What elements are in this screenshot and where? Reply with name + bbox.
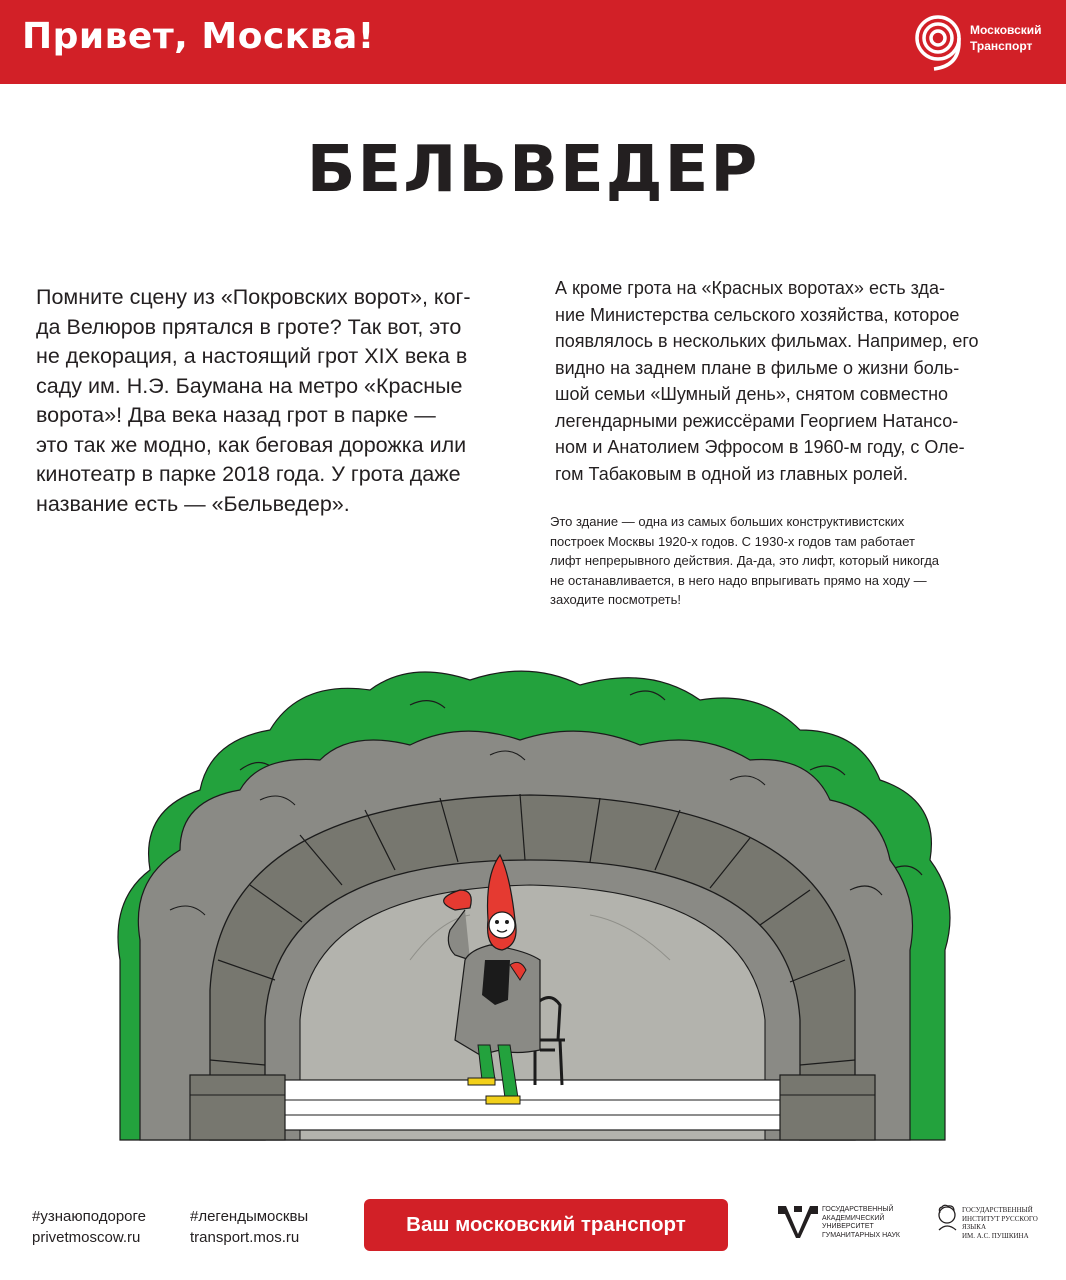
note-line: лифт непрерывного действия. Да-да, это лифт, который никогда [550, 553, 940, 568]
right-line: ние Министерства сельского хозяйства, которое [555, 304, 960, 325]
hashtag-link[interactable]: #узнаюподороге [32, 1208, 146, 1225]
logo-line-1: Московский [970, 23, 1042, 37]
header-bar [0, 0, 1066, 84]
transport-ring-icon [914, 14, 966, 72]
left-line: это так же модно, как беговая дорожка или [36, 432, 467, 457]
logo-line-2: Транспорт [970, 39, 1033, 53]
brand-title: Привет, Москва! [22, 16, 375, 57]
note-line: построек Москвы 1920-х годов. С 1930-х годов там работает [550, 533, 915, 549]
university-emblem-icon [778, 1204, 818, 1238]
site-link[interactable]: transport.mos.ru [190, 1229, 300, 1246]
university-line: УНИВЕРСИТЕТ [822, 1223, 874, 1230]
university-line: ГОСУДАРСТВЕННЫЙ [822, 1206, 894, 1213]
moscow-transport-logo[interactable] [914, 14, 1054, 72]
note-line: заходите посмотреть! [550, 592, 681, 607]
university-logo [778, 1204, 918, 1240]
logo-text [970, 22, 1042, 54]
right-line: гом Табаковым в одной из главных ролей. [555, 463, 908, 484]
right-line: появлялось в нескольких фильмах. Например, его [555, 331, 979, 351]
university-name [822, 1206, 922, 1240]
side-note [550, 512, 1020, 610]
stage [270, 1080, 790, 1130]
transport-cta-button[interactable]: Ваш московский транспорт [364, 1199, 728, 1251]
right-line: А кроме грота на «Красных воротах» есть зда- [555, 278, 945, 298]
note-line: Это здание — одна из самых больших конструктивистских [550, 514, 905, 529]
pushkin-institute-name [962, 1206, 1062, 1240]
pushkin-institute-logo [934, 1204, 1062, 1240]
right-line: ном и Анатолием Эфросом в 1960-м году, с Оле- [555, 437, 965, 457]
footer-left [32, 1206, 146, 1248]
left-line: Помните сцену из «Покровских ворот», ког- [36, 285, 471, 309]
pushkin-line: ИНСТИТУТ РУССКОГО ЯЗЫКА [962, 1214, 1038, 1231]
right-line: видно на заднем плане в фильме о жизни боль- [555, 357, 960, 378]
pushkin-line: ГОСУДАРСТВЕННЫЙ [962, 1206, 1033, 1214]
note-line: не останавливается, в него надо впрыгивать прямо на ходу — [550, 572, 927, 588]
right-line: шой семьи «Шумный день», снятом совместно [555, 384, 949, 404]
left-line: да Велюров прятался в гроте? Так вот, это [36, 314, 462, 339]
left-line: ворота»! Два века назад грот в парке — [36, 403, 436, 427]
right-article-text [555, 275, 1033, 487]
footer-middle [190, 1206, 308, 1248]
site-link[interactable]: privetmoscow.ru [32, 1229, 141, 1246]
grotto-illustration [110, 660, 960, 1160]
hashtag-link[interactable]: #легендымосквы [190, 1208, 309, 1225]
page-title: БЕЛЬВЕДЕР [306, 133, 760, 207]
university-line: ГУМАНИТАРНЫХ НАУК [822, 1231, 901, 1239]
left-article-text [36, 283, 514, 519]
right-line: легендарными режиссёрами Георгием Натансо- [555, 410, 959, 431]
left-line: саду им. Н.Э. Баумана на метро «Красные [36, 373, 463, 398]
pushkin-line: ИМ. А.С. ПУШКИНА [962, 1231, 1029, 1240]
left-line: название есть — «Бельведер». [36, 491, 350, 516]
pushkin-portrait-icon [934, 1204, 960, 1234]
university-line: АКАДЕМИЧЕСКИЙ [822, 1214, 885, 1222]
left-line: кинотеатр в парке 2018 года. У грота даже [36, 462, 461, 486]
left-line: не декорация, а настоящий грот XIX века в [36, 344, 468, 368]
